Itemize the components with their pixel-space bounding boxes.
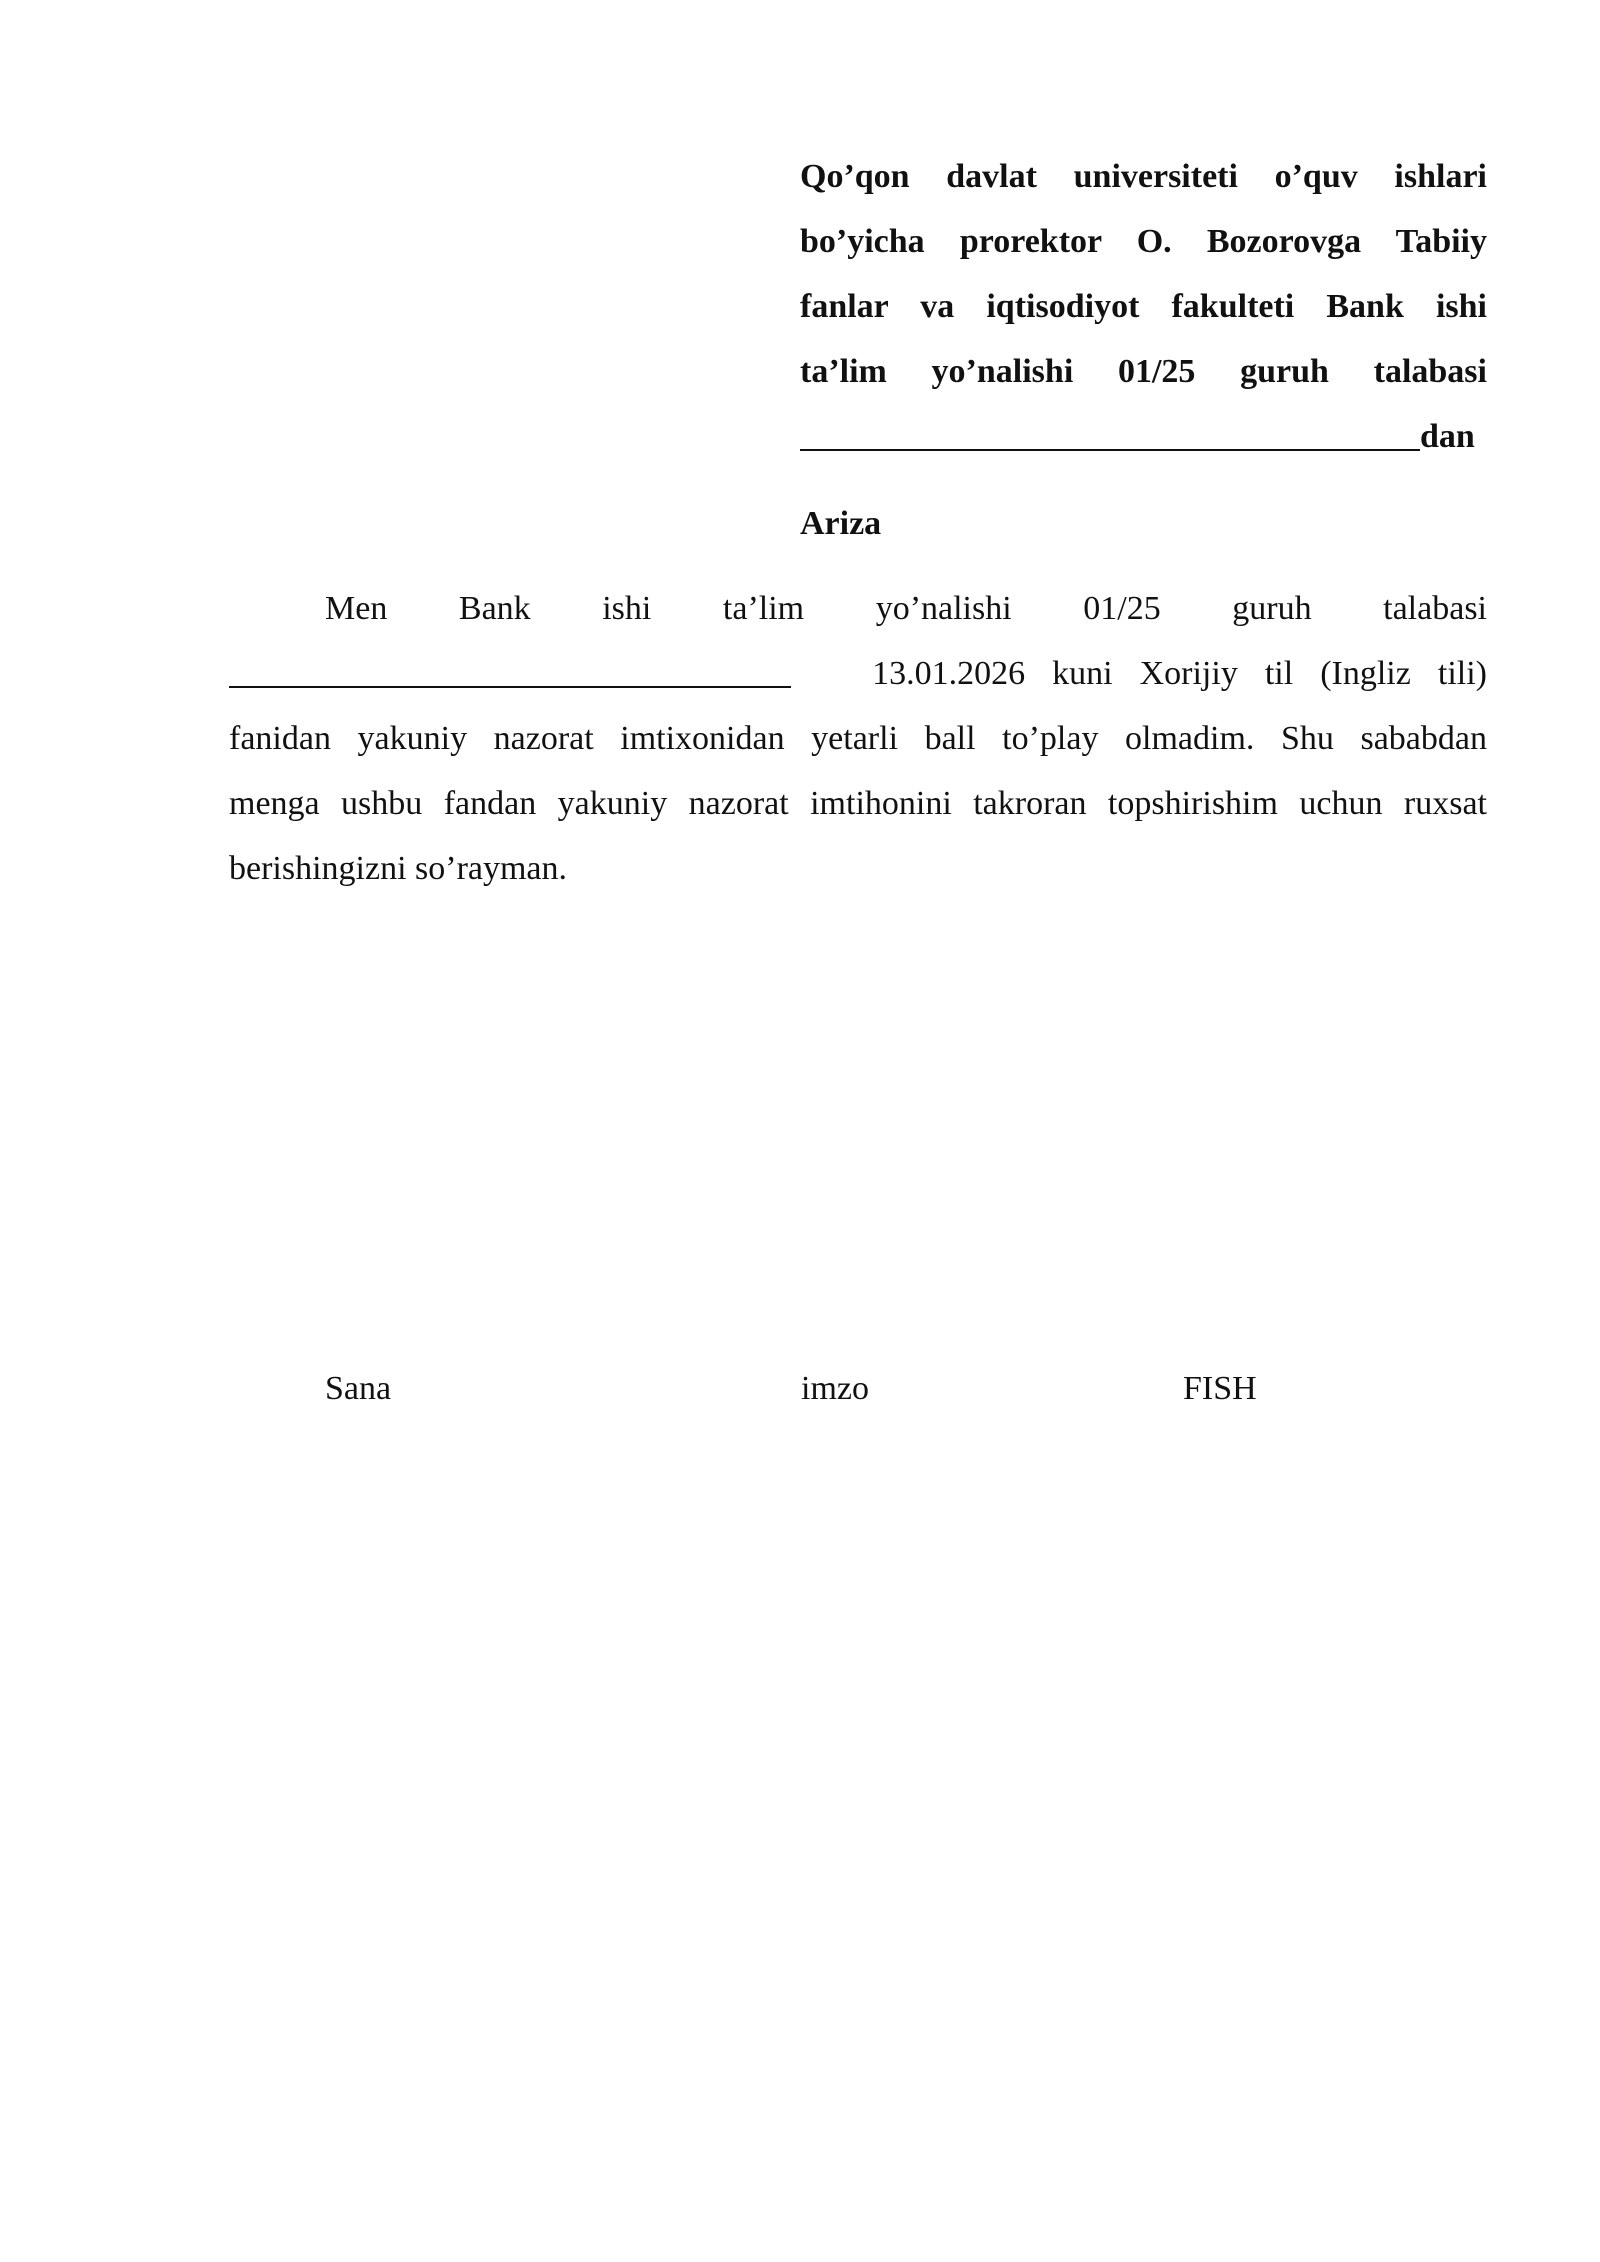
body-line-3: fanidan yakuniy nazorat imtixonidan yetarli ball to’play olmadim. Shu sababdan — [229, 720, 1487, 757]
addressee-block — [800, 144, 1487, 469]
student-name-blank-line — [229, 686, 791, 688]
body-line-2 — [229, 641, 1487, 706]
body-line-4: menga ushbu fandan yakuniy nazorat imtihonini takroran topshirishim uchun ruxsat — [229, 785, 1487, 822]
signature-label: imzo — [801, 1370, 869, 1407]
addressee-line-5 — [800, 404, 1487, 469]
document-title: Ariza — [800, 505, 882, 542]
body-paragraph — [229, 576, 1487, 901]
addressee-line-1: Qo’qon davlat universiteti o’quv ishlari — [800, 158, 1487, 195]
addressee-line-2: bo’yicha prorektor O. Bozorovga Tabiiy — [800, 223, 1487, 260]
addressee-suffix: dan — [1420, 418, 1475, 455]
addressee-line-4: ta’lim yo’nalishi 01/25 guruh talabasi — [800, 353, 1487, 390]
body-line-1: Men Bank ishi ta’lim yo’nalishi 01/25 guruh talabasi — [325, 590, 1487, 627]
addressee-line-3: fanlar va iqtisodiyot fakulteti Bank ishi — [800, 288, 1487, 325]
name-blank-line — [800, 449, 1420, 451]
body-line-2-text: 13.01.2026 kuni Xorijiy til (Ingliz tili) — [872, 655, 1487, 692]
full-name-label: FISH — [1183, 1370, 1257, 1407]
date-label: Sana — [325, 1370, 392, 1407]
body-line-5: berishingizni so’rayman. — [229, 850, 568, 887]
